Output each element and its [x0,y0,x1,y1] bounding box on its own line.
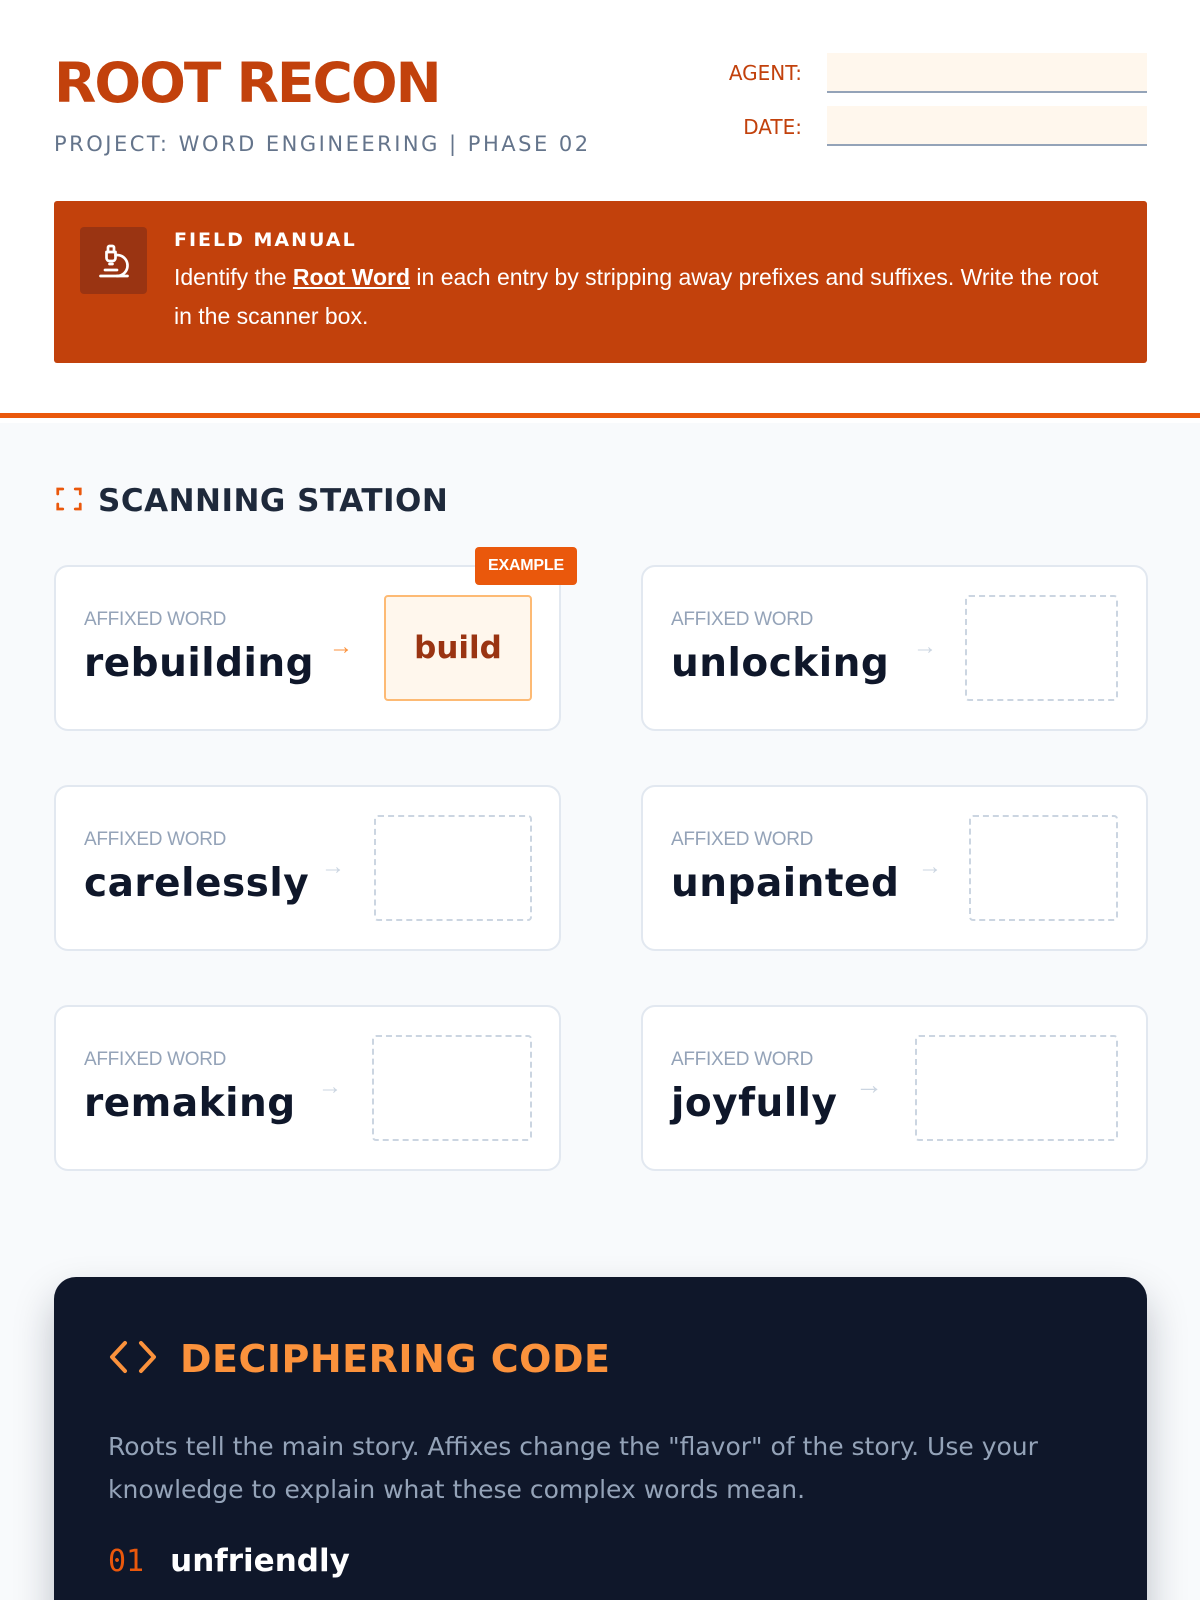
arrow-right-icon: → [318,1073,342,1100]
root-answer-box[interactable] [372,1035,532,1141]
scan-frame-icon [54,484,84,519]
deciphering-code-panel [54,1277,1147,1600]
root-answer-box[interactable] [374,815,532,921]
word-card [54,1005,561,1171]
station-title: SCANNING STATION [98,483,449,519]
affixed-word: carelessly [84,861,310,906]
decipher-instructions: Roots tell the main story. Affixes change the "flavor" of the story. Use your knowledge to explain what these complex words mean. [108,1432,1038,1504]
root-word-emphasis: Root Word [292,264,411,290]
affixed-word-label: AFFIXED WORD [671,609,814,630]
arrow-right-icon: → [855,1069,883,1100]
page-subtitle: PROJECT: WORD ENGINEERING | PHASE 02 [54,132,591,156]
root-answer-box: build [384,595,532,701]
root-answer-box[interactable] [965,595,1118,701]
field-manual-instructions [174,258,1119,336]
arrow-right-icon: → [329,633,353,660]
affixed-word: unpainted [671,861,900,906]
microscope-icon [80,227,147,294]
affixed-word-label: AFFIXED WORD [671,1049,814,1070]
field-manual-heading: FIELD MANUAL [174,229,357,251]
decipher-title: DECIPHERING CODE [180,1337,611,1381]
arrow-right-icon: → [918,853,942,880]
root-answer-box[interactable] [969,815,1118,921]
agent-label: AGENT: [728,61,802,85]
field-manual-panel [54,201,1147,363]
list-item [108,1543,350,1579]
affixed-word: remaking [84,1081,296,1126]
word-card [54,785,561,951]
page-header [0,0,1200,418]
instruction-text: Identify the [174,264,293,290]
word-card [54,565,561,731]
affixed-word: joyfully [671,1081,838,1126]
page-title: ROOT RECON [54,51,440,115]
item-number: 01 [108,1544,145,1579]
decipher-heading [108,1337,610,1381]
arrow-right-icon: → [321,853,345,880]
complex-word: unfriendly [170,1543,350,1579]
affixed-word-label: AFFIXED WORD [84,1049,227,1070]
word-card [641,785,1148,951]
station-heading [54,483,448,519]
affixed-word-label: AFFIXED WORD [84,609,227,630]
affixed-word: unlocking [671,641,890,686]
affixed-word: rebuilding [84,641,315,686]
word-card [641,1005,1148,1171]
date-field[interactable] [827,106,1147,146]
instruction-text: in each entry by stripping away prefixes and suffixes. Write the root in the scanner box. [174,264,1099,329]
arrow-right-icon: → [913,633,937,660]
word-card [641,565,1148,731]
affixed-word-label: AFFIXED WORD [84,829,227,850]
affixed-word-label: AFFIXED WORD [671,829,814,850]
date-label: DATE: [743,115,802,139]
root-answer-box[interactable] [915,1035,1118,1141]
agent-field[interactable] [827,53,1147,93]
code-brackets-icon [108,1339,158,1380]
example-badge: EXAMPLE [475,547,577,585]
